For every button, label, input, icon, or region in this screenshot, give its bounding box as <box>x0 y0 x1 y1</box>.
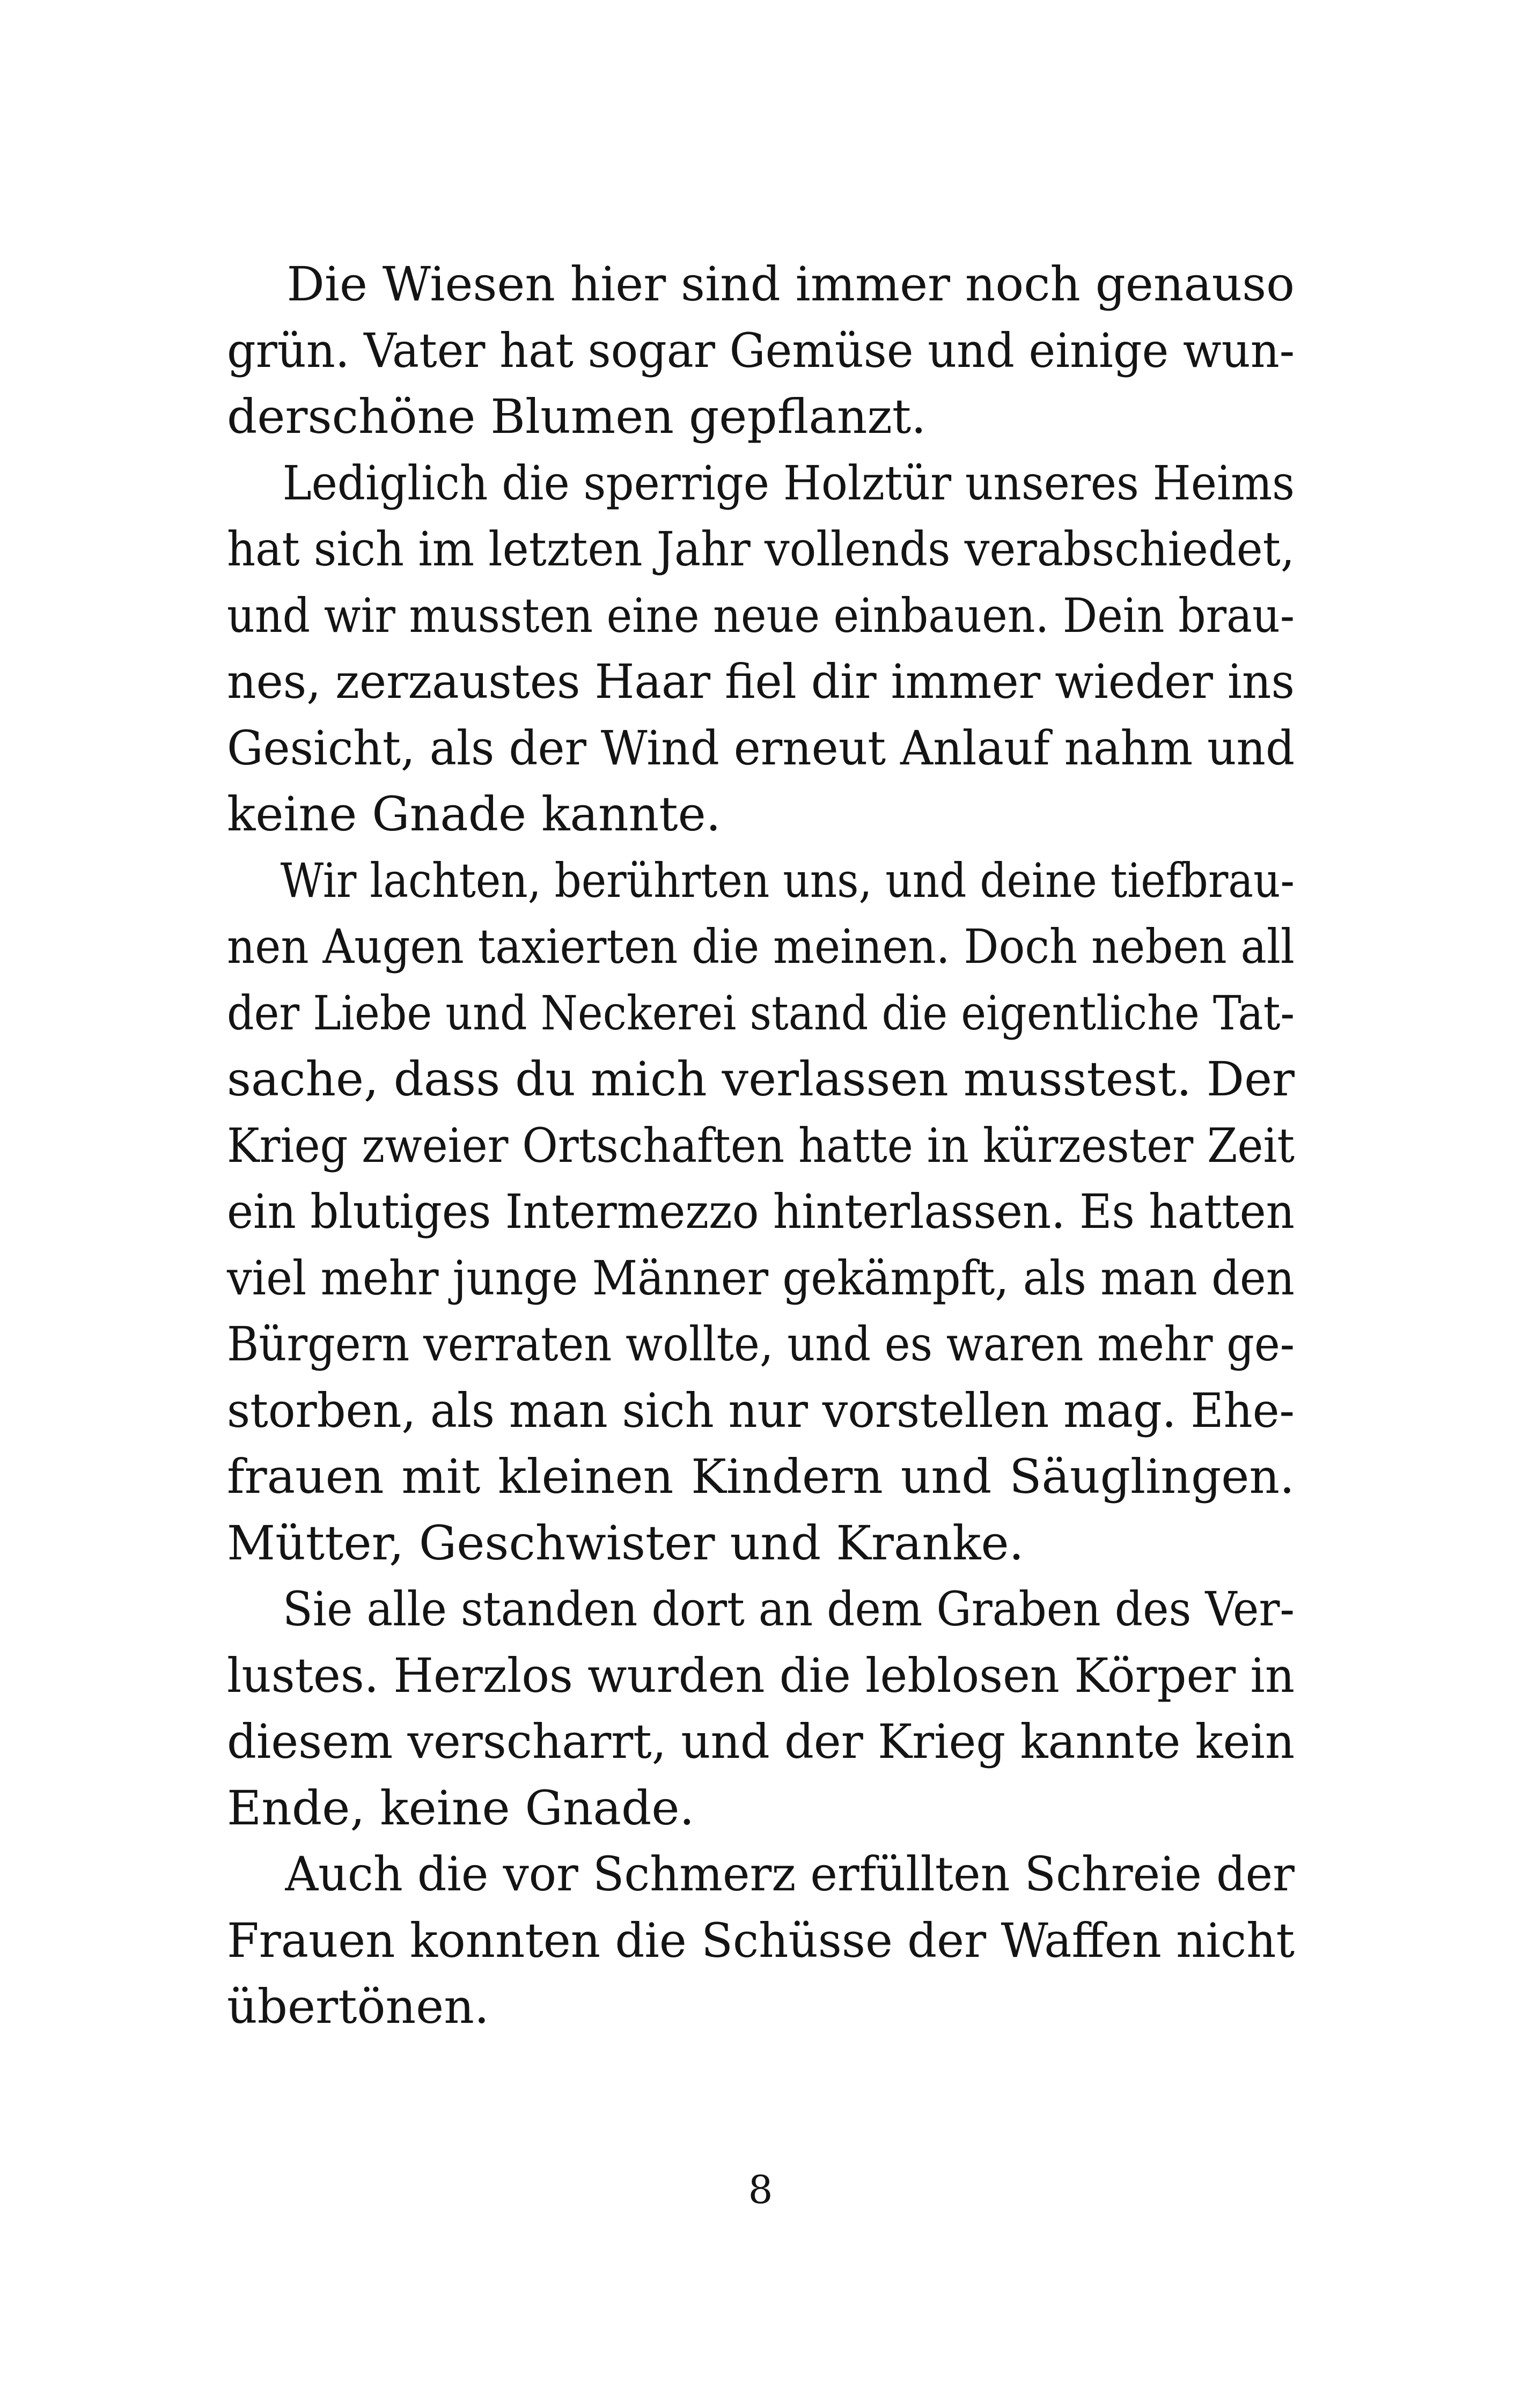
text-line <box>0 1179 1521 1245</box>
line-text: derschöne Blumen gepflanzt. <box>227 389 927 444</box>
text-line <box>0 1775 1521 1842</box>
line-text: Die Wiesen hier sind immer noch genauso <box>227 256 1295 312</box>
body-text <box>0 251 1521 2040</box>
paragraph <box>0 1576 1521 1841</box>
line-text: grün. Vater hat sogar Gemüse und einige wun- <box>227 322 1295 378</box>
text-line <box>0 516 1521 583</box>
text-line <box>0 384 1521 450</box>
line-text: frauen mit kleinen Kindern und Säuglingen. <box>227 1449 1295 1504</box>
text-line <box>0 1510 1521 1577</box>
paragraph <box>0 450 1521 848</box>
line-text: Ende, keine Gnade. <box>227 1780 695 1836</box>
line-text: storben, als man sich nur vorstellen mag. Ehe- <box>227 1382 1295 1438</box>
line-text: Wir lachten, berührten uns, und deine tiefbrau- <box>227 852 1295 908</box>
line-text: übertönen. <box>227 1979 489 2034</box>
page-number: 8 <box>748 2167 773 2212</box>
text-line <box>0 1709 1521 1775</box>
text-line <box>0 1444 1521 1510</box>
line-text: Sie alle standen dort an dem Graben des Ver- <box>227 1581 1295 1637</box>
text-line <box>0 1245 1521 1312</box>
line-text: viel mehr junge Männer gekämpft, als man den <box>227 1250 1295 1306</box>
line-text: der Liebe und Neckerei stand die eigentliche Tat- <box>227 985 1295 1041</box>
text-line <box>0 1908 1521 1974</box>
line-text: Frauen konnten die Schüsse der Waffen nicht <box>227 1912 1295 1968</box>
text-line <box>0 1973 1521 2040</box>
text-line <box>0 914 1521 980</box>
line-text: Auch die vor Schmerz erfüllten Schreie der <box>227 1846 1295 1902</box>
line-text: nes, zerzaustes Haar fiel dir immer wieder ins <box>227 654 1295 709</box>
line-text: Mütter, Geschwister und Kranke. <box>227 1515 1024 1571</box>
line-text: sache, dass du mich verlassen musstest. Der <box>227 1051 1295 1107</box>
text-line <box>0 1046 1521 1113</box>
line-text: Gesicht, als der Wind erneut Anlauf nahm und <box>227 720 1295 776</box>
text-line <box>0 848 1521 914</box>
line-text: Lediglich die sperrige Holztür unseres Heims <box>227 455 1295 511</box>
line-text: diesem verscharrt, und der Krieg kannte kein <box>227 1714 1295 1769</box>
line-text: lustes. Herzlos wurden die leblosen Körper in <box>227 1647 1295 1703</box>
line-text: keine Gnade kannte. <box>227 786 721 842</box>
line-text: Bürgern verraten wollte, und es waren mehr ge- <box>227 1316 1295 1372</box>
text-line <box>0 1576 1521 1643</box>
text-line <box>0 781 1521 848</box>
paragraph <box>0 1841 1521 2040</box>
text-line <box>0 450 1521 517</box>
text-line <box>0 318 1521 384</box>
paragraph <box>0 848 1521 1577</box>
line-text: ein blutiges Intermezzo hinterlassen. Es hatten <box>227 1184 1295 1239</box>
text-line <box>0 1378 1521 1444</box>
line-text: hat sich im letzten Jahr vollends verabschiedet, <box>227 521 1295 577</box>
text-line <box>0 1643 1521 1709</box>
text-line <box>0 583 1521 649</box>
line-text: nen Augen taxierten die meinen. Doch neben all <box>227 919 1295 974</box>
text-line <box>0 1113 1521 1179</box>
text-line <box>0 715 1521 782</box>
text-line <box>0 1841 1521 1908</box>
text-line <box>0 1311 1521 1378</box>
text-line <box>0 649 1521 715</box>
text-line <box>0 251 1521 318</box>
paragraph <box>0 251 1521 450</box>
line-text: und wir mussten eine neue einbauen. Dein brau- <box>227 587 1295 643</box>
line-text: Krieg zweier Ortschaften hatte in kürzester Zeit <box>227 1117 1295 1173</box>
text-line <box>0 980 1521 1047</box>
